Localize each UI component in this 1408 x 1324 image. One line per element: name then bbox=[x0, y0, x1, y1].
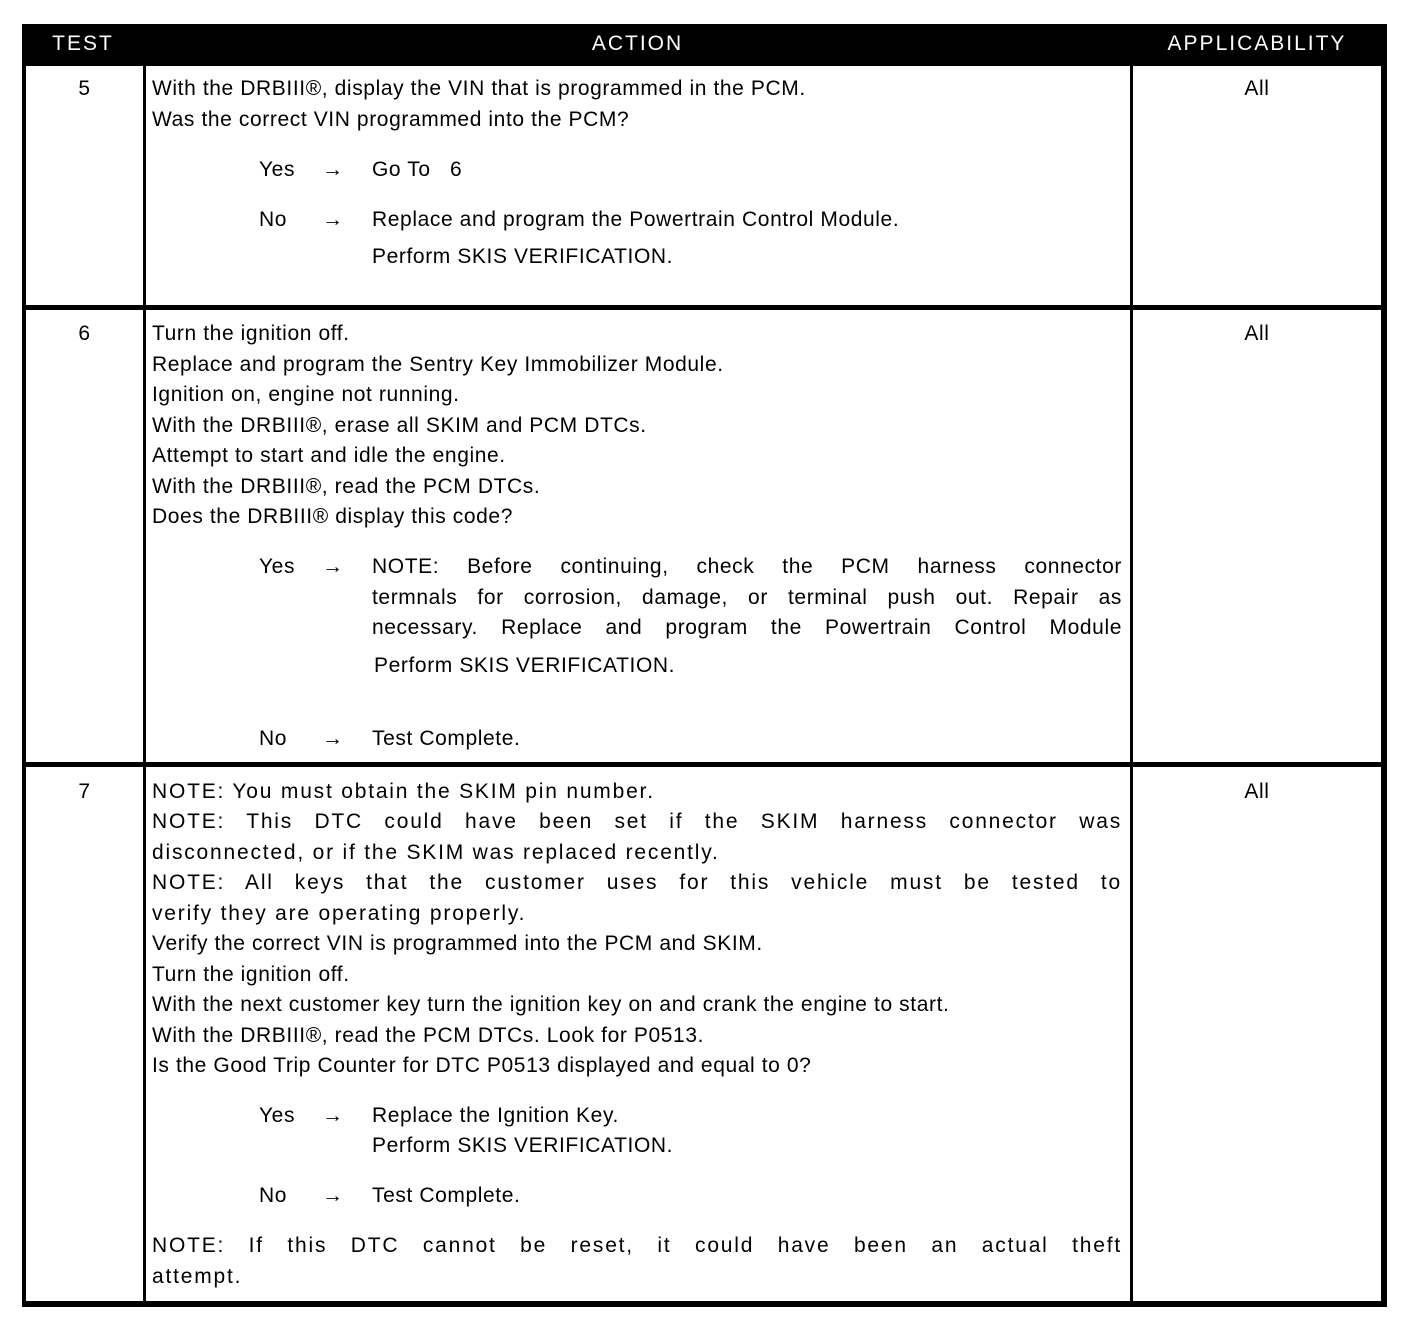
row-7-line: With the DRBIII®, read the PCM DTCs. Look for P0513. bbox=[152, 1024, 705, 1047]
row-5-line: With the DRBIII®, display the VIN that is programmed in the PCM. bbox=[152, 77, 806, 100]
row-5-no-text: Replace and program the Powertrain Control Module. bbox=[372, 208, 900, 231]
row-7-test-cell bbox=[26, 767, 143, 1301]
row-5-no-label: No bbox=[259, 208, 288, 231]
row-6-test-number: 6 bbox=[78, 322, 91, 345]
row-7-final-note: NOTE: If this DTC cannot be reset, it could have been an actual theft bbox=[152, 1234, 1122, 1257]
row-7-no-label: No bbox=[259, 1184, 288, 1207]
row-6-line: Turn the ignition off. bbox=[152, 322, 350, 345]
row-7-line: Verify the correct VIN is programmed into the PCM and SKIM. bbox=[152, 932, 763, 955]
arrow-icon: → bbox=[322, 1104, 343, 1127]
row-7-applicability-cell bbox=[1133, 767, 1381, 1301]
diagnostic-table bbox=[22, 24, 1387, 1307]
row-6-yes-text: NOTE: Before continuing, check the PCM harness connector bbox=[372, 555, 1122, 578]
row-5-applicability-cell bbox=[1133, 66, 1381, 305]
row-6-applicability-cell bbox=[1133, 310, 1381, 762]
row-6-yes-text: necessary. Replace and program the Powertrain Control Module bbox=[372, 616, 1122, 639]
row-6-line: With the DRBIII®, erase all SKIM and PCM DTCs. bbox=[152, 414, 647, 437]
arrow-icon: → bbox=[322, 555, 343, 578]
header-action: ACTION bbox=[591, 32, 684, 55]
row-7-yes-text: Perform SKIS VERIFICATION. bbox=[372, 1134, 674, 1157]
row-5-line: Was the correct VIN programmed into the PCM? bbox=[152, 108, 630, 131]
header-test: TEST bbox=[52, 32, 114, 55]
row-6-line: Replace and program the Sentry Key Immobilizer Module. bbox=[152, 353, 724, 376]
row-5-applicability: All bbox=[1244, 77, 1270, 100]
row-7-line: With the next customer key turn the ignition key on and crank the engine to start. bbox=[152, 993, 950, 1016]
row-6-yes-text: termnals for corrosion, damage, or terminal push out. Repair as bbox=[372, 586, 1122, 609]
row-7-final-note: attempt. bbox=[152, 1265, 243, 1288]
row-7-line: verify they are operating properly. bbox=[152, 902, 527, 925]
row-7-line: NOTE: This DTC could have been set if the SKIM harness connector was bbox=[152, 810, 1122, 833]
row-6-line: With the DRBIII®, read the PCM DTCs. bbox=[152, 475, 541, 498]
row-6-action-cell bbox=[146, 310, 1130, 762]
row-5-yes-label: Yes bbox=[259, 158, 296, 181]
row-7-action-cell bbox=[146, 767, 1130, 1301]
row-6-line: Does the DRBIII® display this code? bbox=[152, 505, 513, 528]
row-7-line: NOTE: All keys that the customer uses for this vehicle must be tested to bbox=[152, 871, 1122, 894]
row-6-test-cell bbox=[26, 310, 143, 762]
row-7-no-text: Test Complete. bbox=[372, 1184, 521, 1207]
arrow-icon: → bbox=[322, 727, 343, 750]
arrow-icon: → bbox=[322, 158, 343, 181]
row-6-no-label: No bbox=[259, 727, 288, 750]
row-5-test-number: 5 bbox=[78, 77, 91, 100]
arrow-icon: → bbox=[322, 208, 343, 231]
row-5-action-cell bbox=[146, 66, 1130, 305]
row-6-applicability: All bbox=[1244, 322, 1270, 345]
header-applicability: APPLICABILITY bbox=[1167, 32, 1347, 55]
row-7-line: NOTE: You must obtain the SKIM pin number. bbox=[152, 780, 655, 803]
row-7-yes-label: Yes bbox=[259, 1104, 296, 1127]
row-7-line: disconnected, or if the SKIM was replaced recently. bbox=[152, 841, 720, 864]
row-6-no-text: Test Complete. bbox=[372, 727, 521, 750]
row-6-yes-label: Yes bbox=[259, 555, 296, 578]
row-5-yes-text: Go To 6 bbox=[372, 158, 463, 181]
row-7-line: Is the Good Trip Counter for DTC P0513 displayed and equal to 0? bbox=[152, 1054, 812, 1077]
row-7-test-number: 7 bbox=[78, 780, 91, 803]
row-5-test-cell bbox=[26, 66, 143, 305]
row-7-applicability: All bbox=[1244, 780, 1270, 803]
row-6-line: Ignition on, engine not running. bbox=[152, 383, 460, 406]
row-6-line: Attempt to start and idle the engine. bbox=[152, 444, 506, 467]
row-7-yes-text: Replace the Ignition Key. bbox=[372, 1104, 619, 1127]
arrow-icon: → bbox=[322, 1184, 343, 1207]
row-6-yes-text: Perform SKIS VERIFICATION. bbox=[374, 654, 676, 677]
row-7-line: Turn the ignition off. bbox=[152, 963, 350, 986]
row-5-no-text: Perform SKIS VERIFICATION. bbox=[372, 245, 674, 268]
